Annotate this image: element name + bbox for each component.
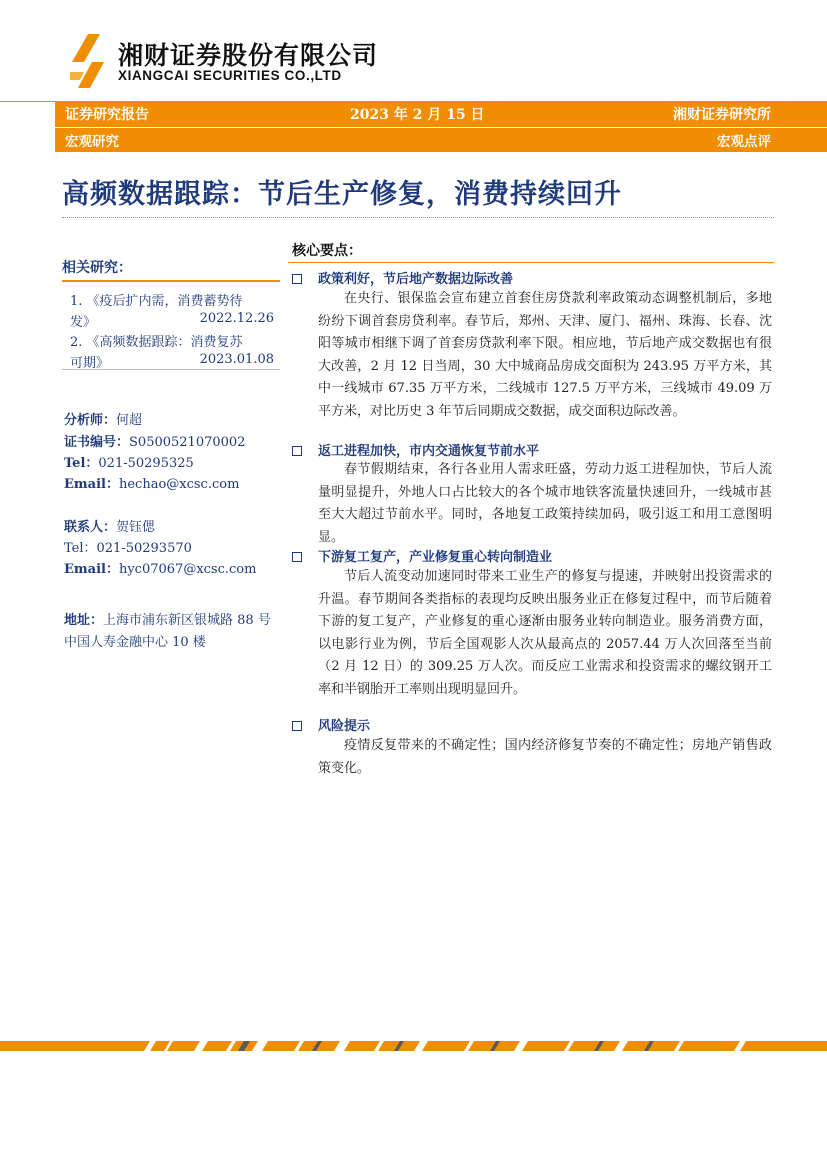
section-body-2: 春节假期结束，各行各业用人需求旺盛，劳动力返工进程加快，节后人流量明显提升，外地人口占比较大的各个城市地铁客流量快速回升，一线城市甚至大大超过节前水平。同时，各地复工政策持续加码，吸引返工和用工意图明显。: [318, 462, 772, 545]
contact-row: [64, 516, 155, 535]
contact-email-row: [64, 558, 256, 577]
report-type: 证券研究报告: [65, 107, 149, 123]
contact-email-label: Email：: [64, 562, 119, 577]
section-title-1-text: 政策利好，节后地产数据边际改善: [318, 272, 514, 287]
address-block: [64, 610, 282, 654]
address-label: 地址：: [64, 613, 104, 628]
company-name-cn: 湘财证券股份有限公司: [118, 41, 379, 70]
analyst-email-label: Email：: [64, 477, 119, 492]
footer-stripe: [0, 1041, 827, 1051]
institute-name: 湘财证券研究所: [673, 107, 771, 123]
company-name-en: XIANGCAI SECURITIES CO.,LTD: [118, 68, 342, 83]
contact-tel: 021-50293570: [96, 541, 192, 556]
related-item-1-date: 2022.12.26: [199, 311, 274, 326]
analyst-tel: 021-50295325: [98, 456, 194, 471]
analyst-label: 分析师：: [64, 413, 117, 428]
checkbox-bullet-icon: [292, 721, 302, 731]
header-bar-secondary: [55, 128, 827, 152]
analyst-row: [64, 409, 142, 428]
header-bar-primary: [55, 101, 827, 127]
section-title-4-text: 风险提示: [318, 719, 371, 734]
core-points-heading: 核心要点：: [292, 243, 362, 259]
header-left-rule: [0, 101, 55, 102]
title-divider: [62, 217, 774, 218]
analyst-tel-row: [64, 452, 194, 471]
section-body-3: 节后人流变动加速同时带来工业生产的修复与提速，并映射出投资需求的升温。春节期间各类指标的表现均反映出服务业正在修复过程中，而节后随着下游的复工复产，产业修复的重心逐渐由服务业转向制造业。服务消费方面，以电影行业为例，节后全国观影人次从最高点的 2057.44 万人次回落至当前（2 月 12 日）的 309.25 万人次。而反应工业需求和投资需求的螺纹钢开工率和半钢胎开工率则出现明显回升。: [318, 569, 772, 697]
section-title-3: [292, 546, 552, 565]
analyst-name: 何超: [116, 413, 143, 428]
page-title: 高频数据跟踪：节后生产修复，消费持续回升: [62, 179, 622, 210]
cert-label: 证书编号：: [64, 435, 130, 450]
xiangcai-logo-icon: [70, 32, 110, 90]
analyst-tel-label: Tel：: [64, 456, 99, 471]
report-subcategory: 宏观点评: [717, 134, 771, 150]
related-item-2-title: 2. 《高频数据跟踪：消费复苏: [70, 335, 243, 350]
report-category: 宏观研究: [65, 134, 119, 150]
section-title-1: [292, 268, 513, 287]
section-title-4: [292, 715, 370, 734]
contact-tel-label: Tel：: [64, 541, 97, 556]
section-body-1: 在央行、银保监会宣布建立首套住房贷款利率政策动态调整机制后，多地纷纷下调首套房贷利率。春节后，郑州、天津、厦门、福州、珠海、长春、沈阳等城市相继下调了首套房贷款利率下限。相应地，节后地产成交数据也有很大改善，2 月 12 日当周，30 大中城商品房成交面积为 243.95 万平方米，其中一线城市 67.35 万平方米，二线城市 127.5 万平方米，三线城市 49.09 万平方米，对比历史 3 年节后同期成交数据，成交面积边际改善。: [318, 291, 772, 419]
company-logo: [70, 32, 410, 92]
cert-number: S0500521070002: [129, 435, 246, 450]
checkbox-bullet-icon: [292, 552, 302, 562]
related-item-1-title: 1. 《疫后扩内需，消费蓄势待: [70, 294, 243, 309]
checkbox-bullet-icon: [292, 274, 302, 284]
related-research-heading: 相关研究：: [62, 260, 132, 276]
section-title-3-text: 下游复工复产，产业修复重心转向制造业: [318, 550, 553, 565]
contact-email[interactable]: hyc07067@xcsc.com: [118, 562, 257, 577]
related-research-list: [62, 280, 280, 370]
related-item-2-date: 2023.01.08: [199, 352, 274, 367]
analyst-email-row: [64, 473, 239, 492]
related-item-1-title-cont: 发》: [70, 315, 97, 330]
cert-row: [64, 431, 245, 450]
contact-tel-row: [64, 537, 192, 556]
core-divider: [288, 262, 774, 263]
analyst-email[interactable]: hechao@xcsc.com: [118, 477, 240, 492]
checkbox-bullet-icon: [292, 446, 302, 456]
report-date: 2023 年 2 月 15 日: [350, 107, 485, 123]
address-text: 上海市浦东新区银城路 88 号中国人寿金融中心 10 楼: [64, 613, 271, 650]
related-item-2-title-cont: 可期》: [70, 356, 110, 371]
section-title-2-text: 返工进程加快，市内交通恢复节前水平: [318, 444, 540, 459]
section-body-4: 疫情反复带来的不确定性；国内经济修复节奏的不确定性；房地产销售政策变化。: [318, 738, 772, 776]
contact-label: 联系人：: [64, 520, 117, 535]
section-title-2: [292, 440, 539, 459]
contact-name: 贺钰偲: [116, 520, 156, 535]
